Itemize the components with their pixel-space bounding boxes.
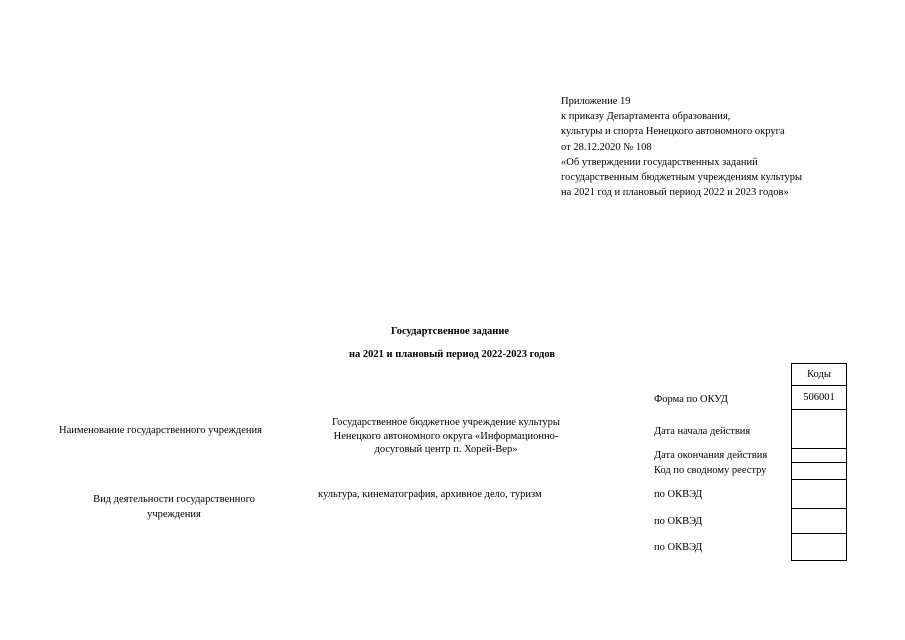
institution-name	[296, 416, 596, 457]
institution-name-line: Государственное бюджетное учреждение культуры	[332, 417, 560, 428]
institution-name-line: досуговый центр п. Хорей-Вер»	[374, 444, 518, 455]
okved-label-3: по ОКВЭД	[654, 542, 703, 553]
okved-cell-3	[791, 533, 847, 561]
okud-value: 506001	[803, 392, 835, 403]
okud-cell	[791, 385, 847, 410]
activity-value: культура, кинематография, архивное дело, туризм	[318, 489, 542, 500]
appendix-line: на 2021 год и плановый период 2022 и 2023 годов»	[561, 187, 789, 199]
appendix-line: от 28.12.2020 № 108	[561, 141, 652, 153]
activity-label-line: Вид деятельности государственного	[93, 494, 255, 505]
start-date-label: Дата начала действия	[654, 426, 751, 437]
appendix-line: государственным бюджетным учреждениям культуры	[561, 172, 803, 184]
appendix-line: «Об утверждении государственных заданий	[561, 156, 758, 168]
codes-header: Коды	[807, 369, 831, 380]
institution-name-line: Ненецкого автономного округа «Информационно-	[333, 430, 559, 442]
institution-label: Наименование государственного учреждения	[59, 425, 262, 436]
registry-label: Код по сводному реестру	[654, 465, 767, 476]
okved-cell-1	[791, 479, 847, 509]
okved-label-2: по ОКВЭД	[654, 516, 703, 527]
appendix-line: Приложение 19	[561, 96, 631, 107]
okud-label: Форма по ОКУД	[654, 394, 728, 405]
appendix-block	[561, 94, 881, 200]
okved-cell-2	[791, 508, 847, 534]
registry-cell	[791, 462, 847, 480]
activity-label	[60, 492, 288, 522]
end-date-label: Дата окончания действия	[654, 450, 768, 461]
start-date-cell	[791, 409, 847, 449]
end-date-cell	[791, 448, 847, 463]
document-title: Государтсвенное задание	[390, 326, 510, 337]
codes-header-cell	[791, 363, 847, 386]
okved-label-1: по ОКВЭД	[654, 489, 703, 500]
appendix-line: культуры и спорта Ненецкого автономного округа	[561, 126, 785, 138]
appendix-line: к приказу Департамента образования,	[561, 111, 731, 123]
document-subtitle: на 2021 и плановый период 2022-2023 годов	[348, 349, 556, 360]
activity-label-line: учреждения	[147, 509, 201, 520]
